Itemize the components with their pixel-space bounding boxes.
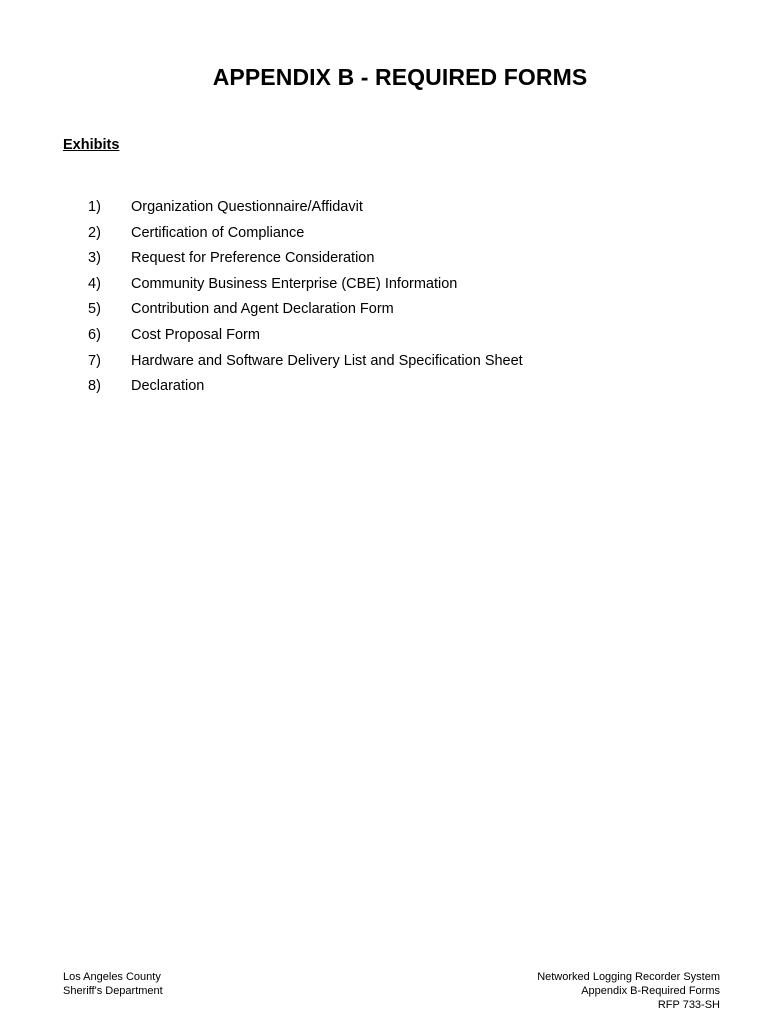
footer-county: Los Angeles County xyxy=(63,971,161,983)
section-heading-exhibits: Exhibits xyxy=(63,137,120,153)
footer-department: Sheriff's Department xyxy=(63,985,163,997)
exhibit-number: 8) xyxy=(88,378,101,395)
exhibit-number: 2) xyxy=(88,224,101,241)
footer-left xyxy=(63,970,163,998)
page-title: APPENDIX B - REQUIRED FORMS xyxy=(212,64,588,90)
exhibit-number: 4) xyxy=(88,275,101,292)
exhibit-label: Declaration xyxy=(131,378,205,395)
footer-appendix-name: Appendix B-Required Forms xyxy=(581,985,720,997)
footer-project-name: Networked Logging Recorder System xyxy=(537,971,720,983)
exhibit-label: Cost Proposal Form xyxy=(131,326,260,343)
exhibit-number: 1) xyxy=(88,199,101,215)
footer-right xyxy=(537,970,720,1012)
footer-rfp-number: RFP 733-SH xyxy=(657,999,720,1011)
exhibit-number: 3) xyxy=(88,250,101,267)
exhibit-number: 7) xyxy=(88,352,101,369)
exhibit-label: Contribution and Agent Declaration Form xyxy=(131,301,394,318)
exhibit-label: Certification of Compliance xyxy=(131,224,305,241)
exhibit-number: 6) xyxy=(88,326,101,343)
exhibit-label: Request for Preference Consideration xyxy=(131,250,375,267)
exhibit-label: Organization Questionnaire/Affidavit xyxy=(131,199,363,215)
exhibit-label: Hardware and Software Delivery List and Specification Sheet xyxy=(131,352,523,369)
exhibit-number: 5) xyxy=(88,301,101,318)
exhibit-label: Community Business Enterprise (CBE) Information xyxy=(131,275,458,292)
